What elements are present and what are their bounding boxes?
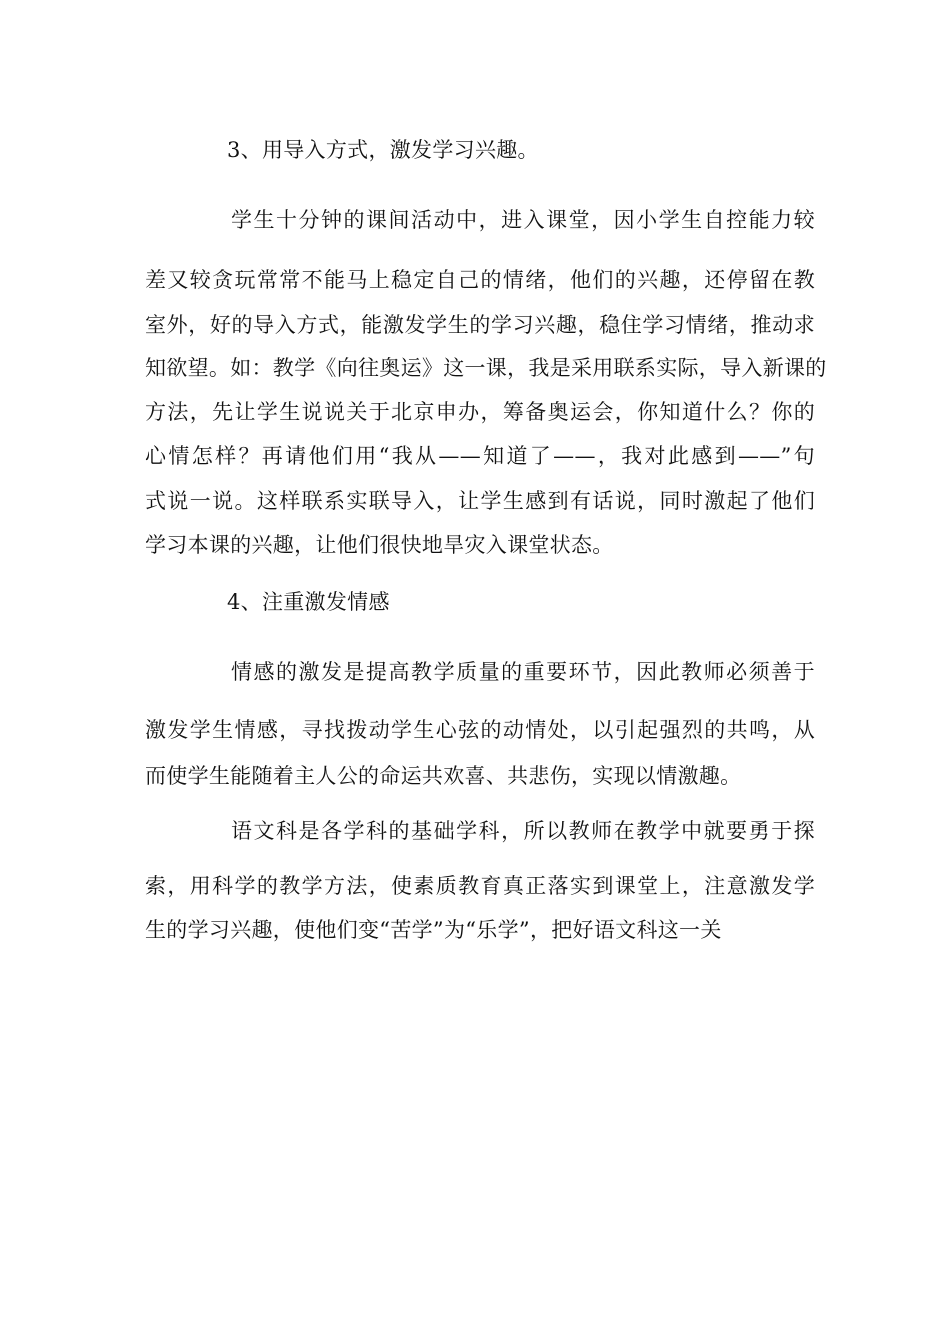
paragraph-line: 索，用科学的教学方法，使素质教育真正落实到课堂上，注意激发学 bbox=[145, 874, 815, 898]
paragraph-line: 知欲望。如：教学《向往奥运》这一课，我是采用联系实际，导入新课的 bbox=[145, 356, 827, 380]
paragraph-line: 激发学生情感，寻找拨动学生心弦的动情处，以引起强烈的共鸣，从 bbox=[145, 718, 815, 742]
section-4-heading: 4、注重激发情感 bbox=[227, 590, 390, 614]
paragraph-line: 语文科是各学科的基础学科，所以教师在教学中就要勇于探 bbox=[231, 819, 815, 843]
paragraph-line: 学生十分钟的课间活动中，进入课堂，因小学生自控能力较 bbox=[231, 208, 815, 232]
paragraph-line: 式说一说。这样联系实联导入，让学生感到有话说，同时激起了他们 bbox=[145, 489, 815, 513]
paragraph-line: 心情怎样？再请他们用“我从——知道了——，我对此感到——”句 bbox=[145, 444, 815, 468]
paragraph-line: 而使学生能随着主人公的命运共欢喜、共悲伤，实现以情激趣。 bbox=[145, 764, 742, 788]
paragraph-line: 室外，好的导入方式，能激发学生的学习兴趣，稳住学习情绪，推动求 bbox=[145, 313, 815, 337]
paragraph-line: 情感的激发是提高教学质量的重要环节，因此教师必须善于 bbox=[231, 660, 815, 684]
paragraph-line: 差又较贪玩常常不能马上稳定自己的情绪，他们的兴趣，还停留在教 bbox=[145, 268, 815, 292]
paragraph-line: 生的学习兴趣，使他们变“苦学”为“乐学”，把好语文科这一关 bbox=[145, 918, 722, 942]
paragraph-line: 方法，先让学生说说关于北京申办，筹备奥运会，你知道什么？你的 bbox=[145, 400, 815, 424]
paragraph-line: 学习本课的兴趣，让他们很快地旱灾入课堂状态。 bbox=[145, 533, 614, 557]
section-3-heading: 3、用导入方式，激发学习兴趣。 bbox=[227, 138, 539, 162]
